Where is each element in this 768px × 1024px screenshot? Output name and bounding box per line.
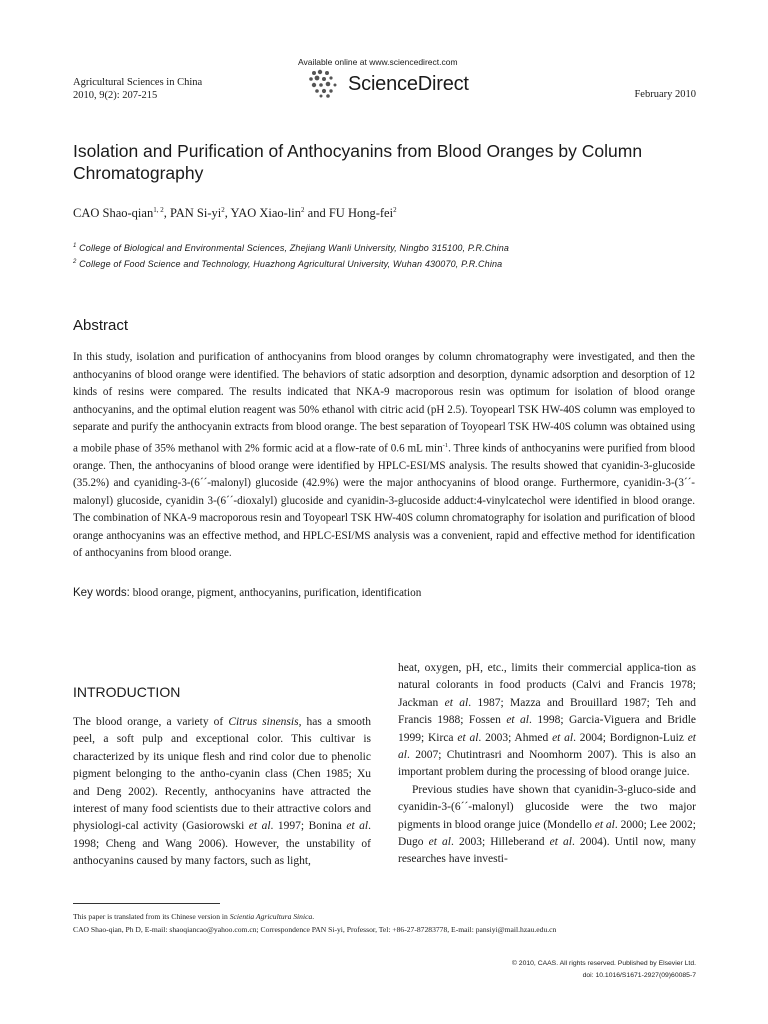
journal-volume: 2010, 9(2): 207-215 bbox=[73, 90, 158, 101]
journal-name: Agricultural Sciences in China bbox=[73, 77, 203, 88]
intro-left-column: The blood orange, a variety of Citrus sinensis, has a smooth peel, a soft pulp and exceptional color. This cultivar is characterized by its unique flesh and rind color due to phenolic pigment belonging to the antho-cyanin class (Chen 1985; Xu and Deng 2002). Recently, anthocyanins have attracted the interest of many food scientists due to their attractive colors and physiologi-cal activity (Gasiorowski et al. 1997; Bonina et al. 1998; Cheng and Wang 2006). However, the unstability of anthocyanins caused by many factors, such as light, bbox=[73, 716, 372, 868]
issue-date: February 2010 bbox=[634, 89, 696, 100]
author-affiliation-mark: 2 bbox=[393, 206, 397, 214]
intro-paragraph-continued: heat, oxygen, pH, etc., limits their commercial applica-tion as natural colorants in food products (Calvi and Francis 1978; Jackman et al. 1987; Mazza and Brouillard 1987; Teh and Francis 1988; Fossen et al. 1998; Garcia-Viguera and Bridle 1999; Kirca et al. 2003; Ahmed et al. 2004; Bordignon-Luiz et al. 2007; Chutintrasri and Noomhorm 2007). This is also an important problem during the processing of blood orange juice. bbox=[398, 662, 697, 779]
keywords bbox=[73, 587, 421, 599]
author-name: FU Hong-fei bbox=[328, 206, 394, 221]
sciencedirect-wordmark: ScienceDirect bbox=[348, 73, 469, 95]
copyright-notice: © 2010, CAAS. All rights reserved. Published by Elsevier Ltd. bbox=[511, 960, 696, 967]
author-name: YAO Xiao-lin bbox=[230, 206, 302, 221]
author-affiliation-mark: 1, 2 bbox=[153, 206, 164, 214]
available-online-text: Available online at www.sciencedirect.com bbox=[298, 57, 458, 67]
abstract-text: In this study, isolation and purification of anthocyanins from blood oranges by column chromatography were investigated, and then the anthocyanins of blood orange were identified. The behaviors of static adsorption and desorption, dynamic adsorption and desorption of 12 kinds of resins were compared. The results indicated that NKA-9 macroporous resin was optimum for isolation of blood orange anthocyanins, and the optimal elution reagent was 50% ethanol with citric acid (pH 2.5). Toyopearl TSK HW-40S column was employed to separate and purify the anthocyanin extracts from blood orange. The best separation of Toyopearl TSK HW-40S column was obtained using a mobile phase of 35% methanol with 2% formic acid at a flow-rate of 0.6 mL $\min^{-1}$. Three kinds of anthocyanins were purified from blood orange. Then, the anthocyanins of blood orange were identified by HPLC-ESI/MS analysis. The results showed that cyanidin-3-glucoside (35.2%) and cyaniding-3-(6´´-malonyl) glucoside (42.9%) were the major anthocyanins of blood orange. Furthermore, cyanidin-3-(3´´-malonyl) glucoside, cyanidin 3-(6´´-dioxalyl) glucoside and cyanidin-3-glucoside adduct:4-vinylcatechol were identified in blood orange. The combination of NKA-9 macroporous resin and Toyopearl TSK HW-40S column chromatography for isolation and purification of blood orange anthocyanins was an effective method, and HPLC-ESI/MS analysis was a convenient, rapid and effective method for identification of anthocyanins from blood orange. bbox=[73, 351, 696, 560]
author-affiliation-mark: 2 bbox=[301, 206, 305, 214]
footnote-translation: This paper is translated from its Chinese version in Scientia Agricultura Sinica. bbox=[73, 912, 315, 921]
paper-title: Isolation and Purification of Anthocyanins from Blood Oranges by Column Chromatography bbox=[73, 141, 643, 183]
intro-right-column bbox=[398, 660, 696, 869]
affiliation-1: $^1$ College of Biological and Environmental Sciences, Zhejiang Wanli University, Ningbo 315100, P.R.China bbox=[73, 243, 510, 253]
keywords-text: blood orange, pigment, anthocyanins, purification, identification bbox=[132, 587, 422, 599]
sciencedirect-logo-icon bbox=[308, 69, 344, 99]
affiliation-2: $^2$ College of Food Science and Technology, Huazhong Agricultural University, Wuhan 430070, P.R.China bbox=[73, 259, 503, 269]
doi: doi: 10.1016/S1671-2927(09)60085-7 bbox=[582, 972, 696, 979]
intro-paragraph-2: Previous studies have shown that cyanidin-3-gluco-side and cyanidin-3-(6´´-malonyl) glucoside were the two major pigments in blood orange juice (Mondello et al. 2000; Lee 2002; Dugo et al. 2003; Hilleberand et al. 2004). Until now, many researches have investi- bbox=[398, 783, 697, 866]
footnote-divider bbox=[73, 903, 220, 904]
introduction-heading: INTRODUCTION bbox=[73, 684, 181, 700]
author-name: CAO Shao-qian bbox=[73, 206, 154, 221]
journal-header bbox=[73, 76, 202, 102]
abstract-heading: Abstract bbox=[73, 317, 129, 334]
author-affiliation-mark: 2 bbox=[221, 206, 225, 214]
footnote-contact: CAO Shao-qian, Ph D, E-mail: shaoqiancao@yahoo.com.cn; Correspondence PAN Si-yi, Professor, Tel: +86-27-87283778, E-mail: pansiyi@mail.hzau.edu.cn bbox=[73, 925, 557, 934]
author-list: CAO Shao-qian$^{1, 2}$, PAN $Si-yi^2$, YAO Xiao-lin$^2$ and FU Hong-fei$^2$ bbox=[73, 206, 397, 221]
keywords-label: Key words: bbox=[73, 587, 130, 599]
author-name: PAN Si-yi bbox=[169, 206, 222, 221]
